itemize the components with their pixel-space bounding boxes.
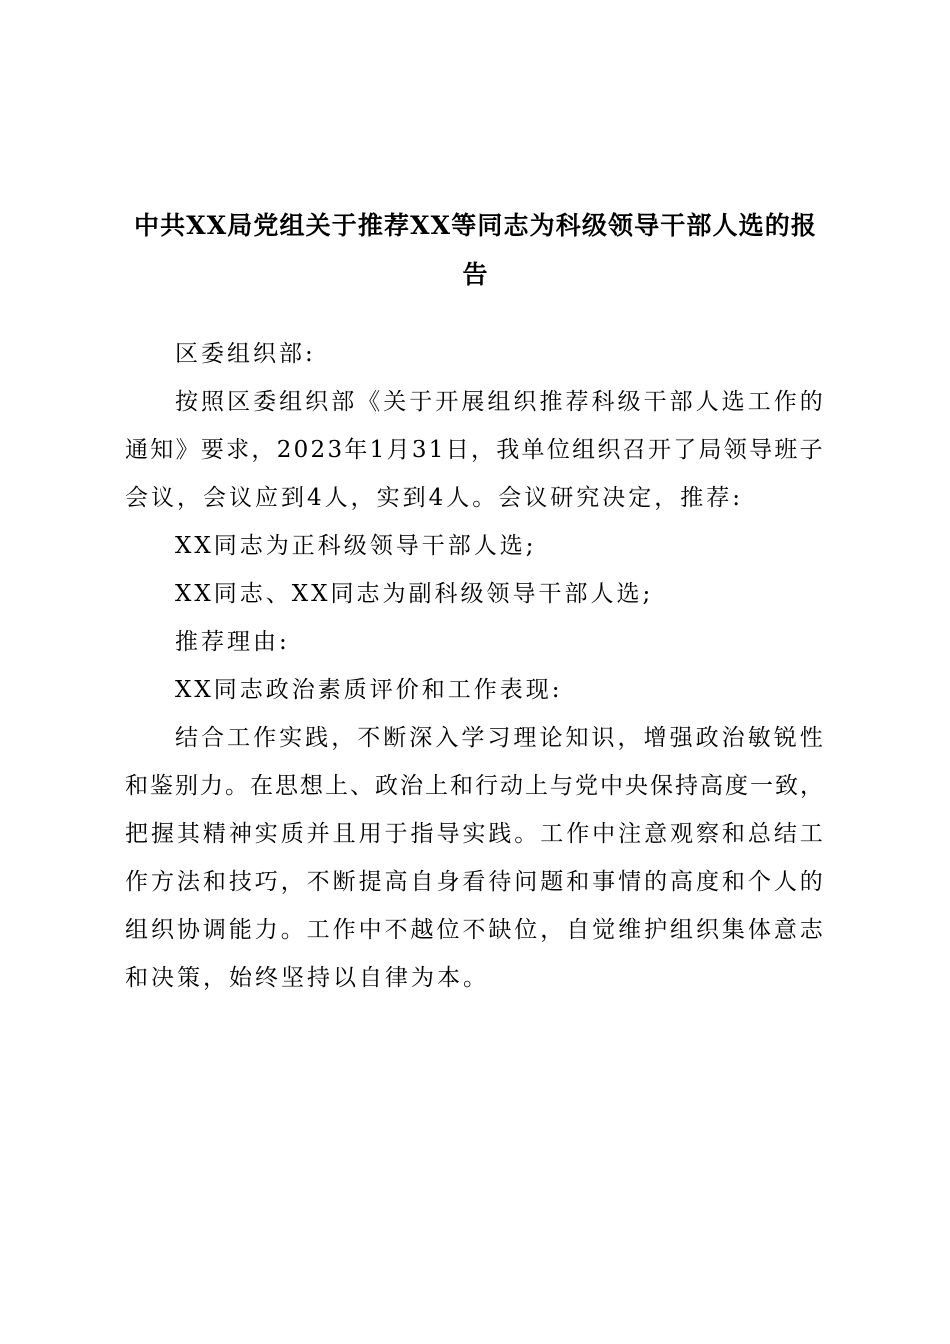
document-title-line-1: 中 共 X X 局 党 组 关 于 推 荐 X X 等 同 志 为 科 级 领 导 干 部 人 选 的 报 xyxy=(134,211,816,240)
paragraph-line: 作 方 法 和 技 巧 ， 不 断 提 高 自 身 看 待 问 题 和 事 情 的 高 度 和 个 人 的 xyxy=(125,869,823,895)
paragraph-line: 会议，会议应到4人，实到4人。会议研究决定，推荐: xyxy=(125,485,744,511)
salutation: 区委组织部: xyxy=(175,341,316,367)
paragraph-line: 按 照 区 委 组 织 部 《 关 于 开 展 组 织 推 荐 科 级 干 部 人 选 工 作 的 xyxy=(175,389,823,415)
reasons-heading: 推荐理由: xyxy=(175,629,290,655)
evaluation-heading: XX同志政治素质评价和工作表现: xyxy=(175,677,563,703)
nominee-line-deputy: XX同志、XX同志为副科级领导干部人选; xyxy=(175,581,654,607)
paragraph-line: 通 知 》 要 求 ， 2 0 2 3 年 1 月 3 1 日 ， 我 单 位 组 织 召 开 了 局 领 导 班 子 xyxy=(125,437,823,463)
paragraph-line: 和 鉴 别 力 。 在 思 想 上 、 政 治 上 和 行 动 上 与 党 中 央 保 持 高 度 一 致 ， xyxy=(125,773,823,799)
paragraph-line: 和决策，始终坚持以自律为本。 xyxy=(125,965,489,991)
paragraph-line: 把 握 其 精 神 实 质 并 且 用 于 指 导 实 践 。 工 作 中 注 意 观 察 和 总 结 工 xyxy=(125,821,823,847)
paragraph-line: 组 织 协 调 能 力 。 工 作 中 不 越 位 不 缺 位 ， 自 觉 维 护 组 织 集 体 意 志 xyxy=(125,917,823,943)
document-title-line-2: 告 xyxy=(462,260,488,289)
paragraph-line: 结 合 工 作 实 践 ， 不 断 深 入 学 习 理 论 知 识 ， 增 强 政 治 敏 锐 性 xyxy=(175,725,823,751)
nominee-line-principal: XX同志为正科级领导干部人选; xyxy=(175,533,537,559)
